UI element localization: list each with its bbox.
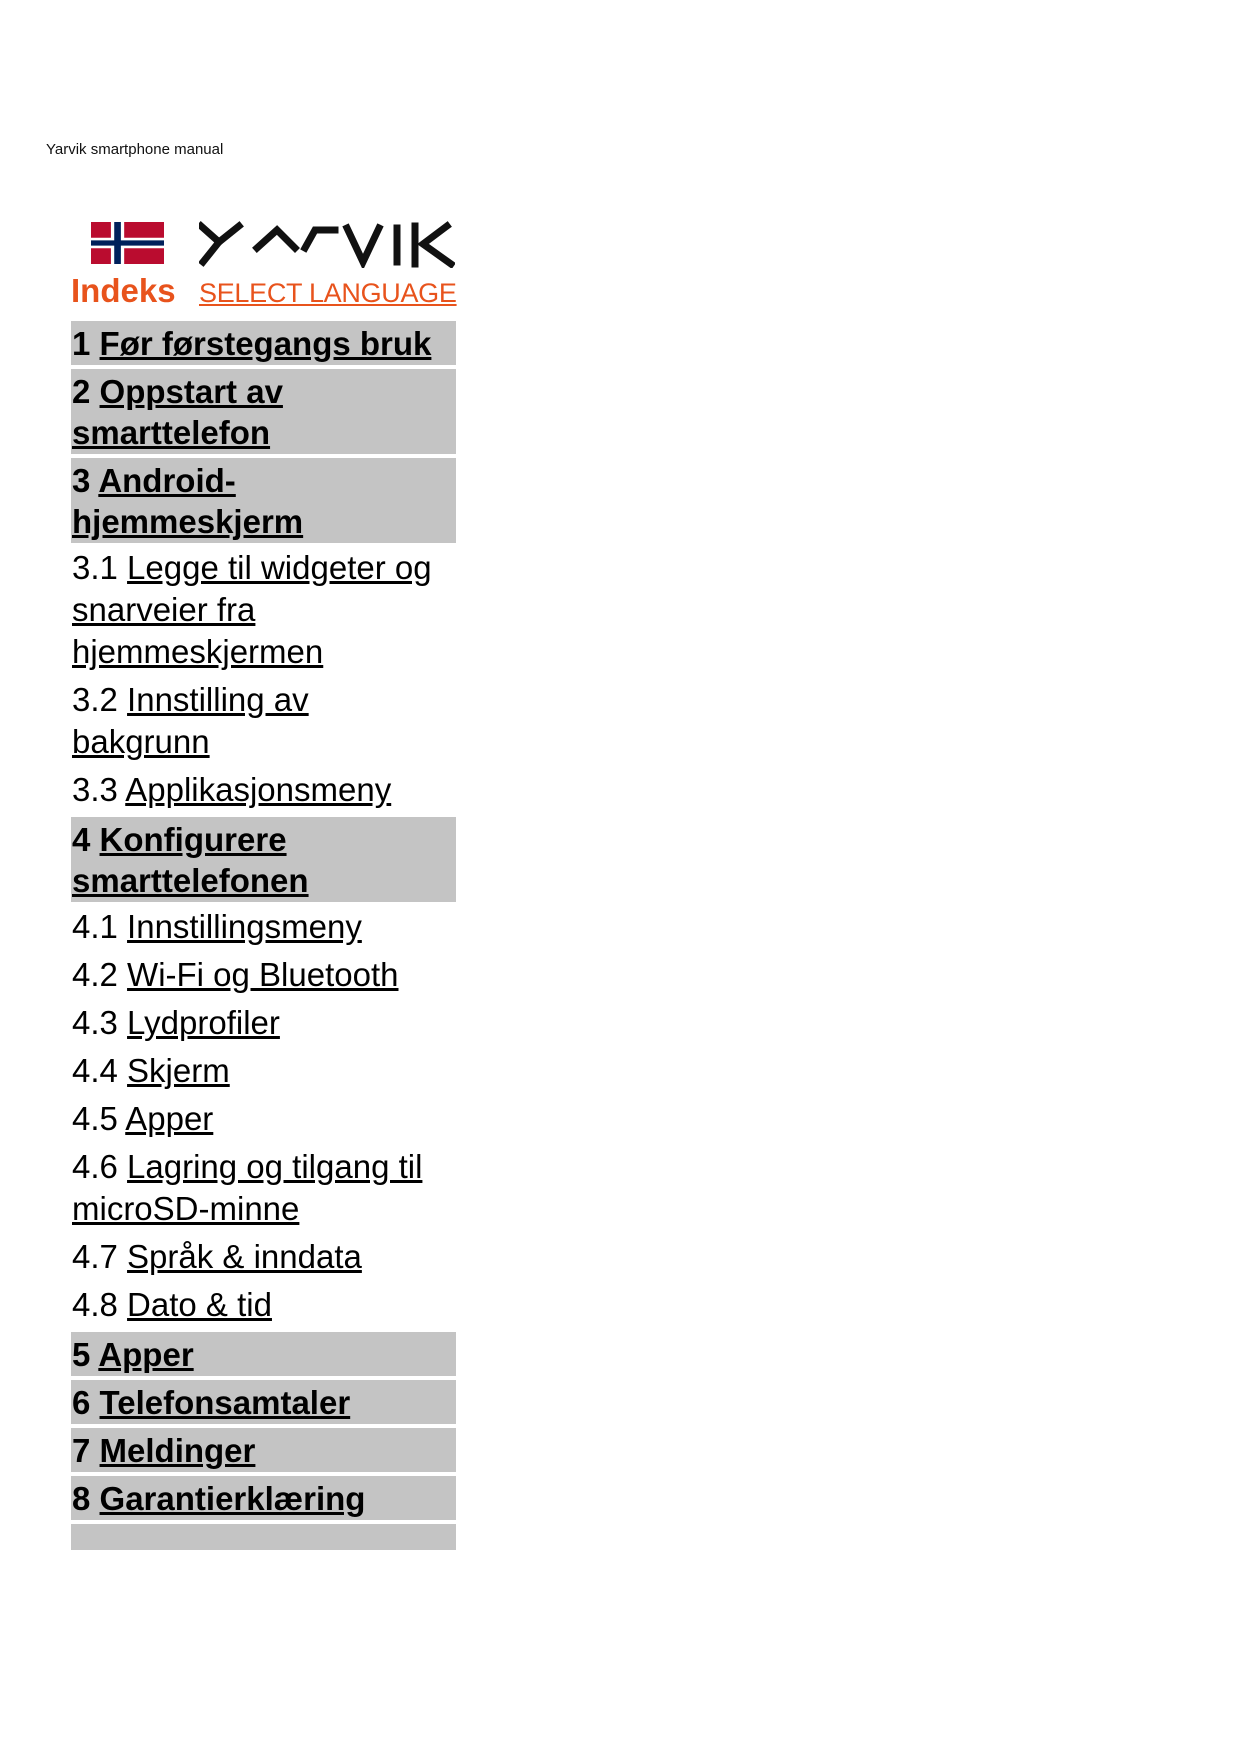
toc-link[interactable]: Applikasjonsmeny <box>125 771 392 808</box>
toc-number: 4.2 <box>72 956 118 993</box>
toc-number: 6 <box>72 1384 91 1421</box>
toc-number: 4.4 <box>72 1052 118 1089</box>
toc-link[interactable]: Språk & inndata <box>127 1238 362 1275</box>
toc-number: 3 <box>72 462 91 499</box>
toc-number: 4.8 <box>72 1286 118 1323</box>
toc-link[interactable]: Apper <box>125 1100 214 1137</box>
norway-flag-icon <box>91 222 164 264</box>
toc-number: 4.5 <box>72 1100 118 1137</box>
toc-section <box>71 1146 441 1230</box>
toc-link[interactable]: Legge til widgeter og snarveier fra hjemmeskjermen <box>72 549 432 670</box>
toc-link[interactable]: Konfigurere smarttelefonen <box>72 821 309 899</box>
toc-section <box>71 1050 441 1092</box>
toc-section <box>71 1098 441 1140</box>
toc-section <box>71 1002 441 1044</box>
toc-link[interactable]: Innstillingsmeny <box>127 908 362 945</box>
toc-chapter <box>71 321 456 365</box>
toc-link[interactable]: Android-hjemmeskjerm <box>72 462 304 540</box>
yarvik-logo <box>199 218 455 268</box>
toc-link[interactable]: Innstilling av bakgrunn <box>72 681 309 760</box>
toc-chapter <box>71 1380 456 1424</box>
toc-section <box>71 547 441 673</box>
toc-number: 4.1 <box>72 908 118 945</box>
toc-link[interactable]: Lydprofiler <box>127 1004 280 1041</box>
toc-link[interactable]: Lagring og tilgang til microSD-minne <box>72 1148 423 1227</box>
toc-number: 3.1 <box>72 549 118 586</box>
toc-section <box>71 906 441 948</box>
toc-link[interactable]: Apper <box>98 1336 194 1373</box>
toc-chapter <box>71 369 456 454</box>
toc-empty-row <box>71 1524 456 1550</box>
toc-number: 5 <box>72 1336 91 1373</box>
index-title: Indeks <box>71 272 176 309</box>
toc-section <box>71 1236 441 1278</box>
toc-link[interactable]: Garantierklæring <box>99 1480 366 1517</box>
toc-chapter <box>71 1428 456 1472</box>
toc-number: 4.3 <box>72 1004 118 1041</box>
toc-link[interactable]: Telefonsamtaler <box>99 1384 351 1421</box>
toc-section <box>71 679 441 763</box>
toc-number: 2 <box>72 373 91 410</box>
table-of-contents <box>71 321 456 1554</box>
toc-section <box>71 1284 441 1326</box>
running-header: Yarvik smartphone manual <box>46 141 224 158</box>
toc-section <box>71 769 441 811</box>
toc-chapter <box>71 1476 456 1520</box>
toc-link[interactable]: Skjerm <box>127 1052 230 1089</box>
toc-number: 8 <box>72 1480 91 1517</box>
toc-chapter <box>71 817 456 902</box>
toc-link[interactable]: Før førstegangs bruk <box>99 325 432 362</box>
toc-chapter <box>71 1332 456 1376</box>
toc-chapter <box>71 458 456 543</box>
toc-number: 7 <box>72 1432 91 1469</box>
toc-link[interactable]: Oppstart av smarttelefon <box>72 373 283 451</box>
toc-number: 1 <box>72 325 91 362</box>
toc-link[interactable]: Meldinger <box>99 1432 256 1469</box>
toc-number: 3.2 <box>72 681 118 718</box>
toc-number: 4 <box>72 821 91 858</box>
toc-number: 4.6 <box>72 1148 118 1185</box>
toc-link[interactable]: Dato & tid <box>127 1286 272 1323</box>
select-language-link[interactable]: SELECT LANGUAGE <box>199 278 457 308</box>
toc-number: 3.3 <box>72 771 118 808</box>
toc-section <box>71 954 441 996</box>
toc-number: 4.7 <box>72 1238 118 1275</box>
toc-link[interactable]: Wi-Fi og Bluetooth <box>127 956 399 993</box>
